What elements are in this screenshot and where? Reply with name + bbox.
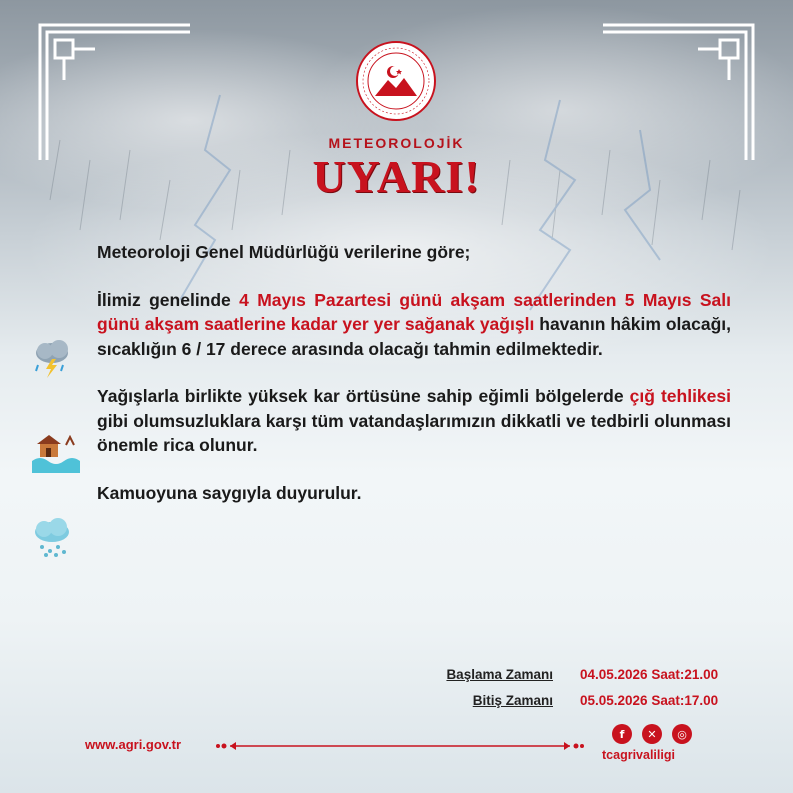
flood-house-icon — [30, 435, 80, 475]
intro-text: Meteoroloji Genel Müdürlüğü verilerine göre; — [97, 242, 471, 262]
storm-cloud-icon — [30, 335, 74, 379]
website-link[interactable]: www.agri.gov.tr — [85, 737, 182, 752]
end-value: 05.05.2026 Saat:17.00 — [580, 692, 719, 708]
snow-cloud-icon — [30, 515, 74, 559]
warning-paragraph — [97, 384, 731, 458]
end-row — [405, 687, 765, 713]
start-row — [405, 661, 765, 687]
warning-text-start: Yağışlarla birlikte yüksek kar örtüsüne sahip eğimli bölgelerde — [97, 386, 630, 406]
facebook-icon[interactable]: f — [612, 724, 632, 744]
footer-divider — [210, 740, 590, 752]
header-subtitle: METEOROLOJİK — [328, 135, 465, 151]
forecast-paragraph — [97, 288, 731, 362]
social-links — [612, 724, 692, 744]
announcement-body — [97, 240, 731, 505]
forecast-text-end: havanın hâkim olacağı, sıcaklığın 6 / 17 derece arasında olacağı tahmin edilmektedir. — [97, 314, 731, 359]
start-value: 04.05.2026 Saat:21.00 — [580, 666, 719, 682]
forecast-highlight: 4 Mayıs Pazartesi günü akşam saatlerinden 5 Mayıs Salı günü akşam saatlerine kadar yer yer sağanak yağışlı — [97, 289, 731, 334]
warning-text-end: gibi olumsuzluklara karşı tüm vatandaşlarımızın dikkatli ve tedbirli olunması önemle rica olunur. — [97, 410, 731, 455]
closing-text: Kamuoyuna saygıyla duyurulur. — [97, 482, 362, 503]
social-handle: tcagrivaliligi — [602, 748, 675, 762]
governorship-seal-icon — [355, 40, 437, 122]
avalanche-highlight: çığ tehlikesi — [629, 386, 731, 406]
forecast-text-start: İlimiz genelinde — [97, 289, 240, 310]
header-title: UYARI! — [312, 151, 481, 202]
start-label: Başlama Zamanı — [446, 666, 553, 682]
x-icon[interactable]: ✕ — [642, 724, 662, 744]
end-label: Bitiş Zamanı — [472, 692, 553, 708]
instagram-icon[interactable]: ◎ — [672, 724, 692, 744]
schedule — [405, 661, 765, 713]
